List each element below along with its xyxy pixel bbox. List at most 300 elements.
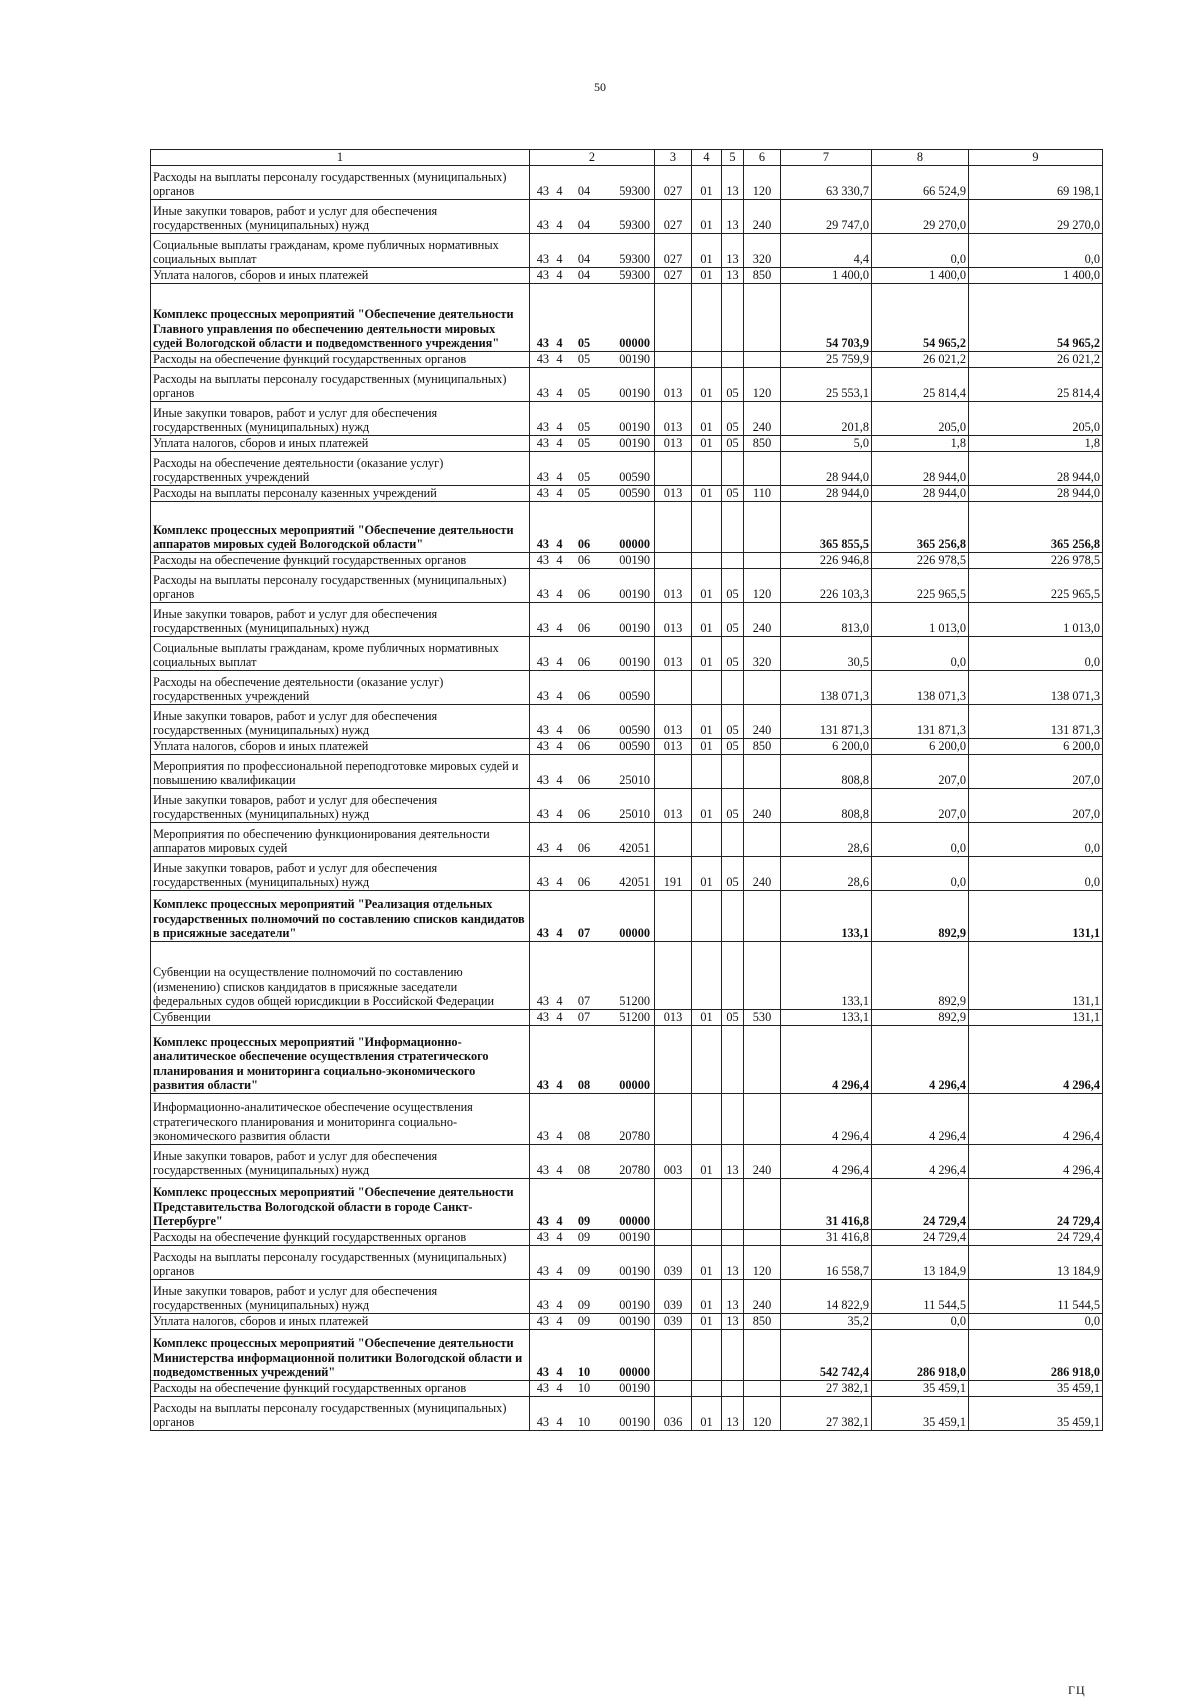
code-part-2: 4 [556, 1381, 563, 1395]
code-part-4: 00190 [619, 1381, 650, 1395]
row-cell-v9: 131,1 [969, 941, 1103, 1009]
row-cell-c4 [692, 501, 722, 552]
row-cell-v7: 25 759,9 [781, 351, 872, 367]
row-cell-c4: 01 [692, 1396, 722, 1430]
code-part-4: 59300 [619, 252, 650, 266]
row-cell-c4 [692, 1229, 722, 1245]
row-cell-c6: 850 [744, 1313, 781, 1329]
code-part-3: 07 [577, 926, 591, 940]
row-cell-c5: 13 [722, 233, 744, 267]
row-cell-v9: 1 400,0 [969, 267, 1103, 283]
table-row [151, 1229, 1103, 1245]
row-name-cell: Иные закупки товаров, работ и услуг для обеспечения государственных (муниципальных) нужд [151, 1279, 530, 1313]
code-part-3: 09 [577, 1298, 591, 1312]
code-part-4: 00190 [619, 1298, 650, 1312]
row-cell-c4: 01 [692, 636, 722, 670]
row-cell-c3 [655, 351, 692, 367]
table-row [151, 367, 1103, 401]
row-cell-c6 [744, 283, 781, 351]
code-part-3: 06 [577, 723, 591, 737]
row-cell-c4: 01 [692, 199, 722, 233]
row-cell-c4 [692, 1178, 722, 1229]
row-cell-v8: 54 965,2 [872, 283, 969, 351]
code-part-3: 06 [577, 621, 591, 635]
row-cell-c5: 05 [722, 401, 744, 435]
code-part-3: 04 [577, 252, 591, 266]
row-name-cell: Комплекс процессных мероприятий "Реализация отдельных государственных полномочий по составлению списков кандидатов в присяжные заседатели" [151, 890, 530, 941]
row-cell-v8: 24 729,4 [872, 1229, 969, 1245]
row-cell-v8: 25 814,4 [872, 367, 969, 401]
code-part-2: 4 [556, 1078, 563, 1092]
row-cell-v8: 0,0 [872, 1313, 969, 1329]
row-cell-c5 [722, 552, 744, 568]
row-cell-v7: 5,0 [781, 435, 872, 451]
row-cell-v9: 13 184,9 [969, 1245, 1103, 1279]
code-part-3: 05 [577, 386, 591, 400]
row-name-cell: Расходы на выплаты персоналу государственных (муниципальных) органов [151, 568, 530, 602]
row-cell-c4: 01 [692, 856, 722, 890]
code-part-3: 06 [577, 553, 591, 567]
row-cell-v7: 6 200,0 [781, 738, 872, 754]
code-part-2: 4 [556, 336, 563, 350]
code-part-2: 4 [556, 1415, 563, 1429]
row-name-cell: Иные закупки товаров, работ и услуг для обеспечения государственных (муниципальных) нужд [151, 602, 530, 636]
code-part-1: 43 [536, 537, 549, 551]
row-cell-c6: 850 [744, 738, 781, 754]
row-cell-c3 [655, 890, 692, 941]
row-name-cell: Субвенции [151, 1009, 530, 1025]
row-name-cell: Расходы на обеспечение деятельности (оказание услуг) государственных учреждений [151, 670, 530, 704]
code-part-2: 4 [556, 689, 563, 703]
row-cell-c5: 05 [722, 568, 744, 602]
row-code-cell [530, 1025, 655, 1093]
row-cell-c4: 01 [692, 602, 722, 636]
row-cell-c6 [744, 822, 781, 856]
code-part-1: 43 [536, 436, 549, 450]
row-cell-v9: 28 944,0 [969, 485, 1103, 501]
code-part-4: 51200 [619, 1010, 650, 1024]
row-cell-v9: 225 965,5 [969, 568, 1103, 602]
code-part-3: 09 [577, 1214, 591, 1228]
row-cell-v7: 1 400,0 [781, 267, 872, 283]
code-part-1: 43 [536, 1129, 549, 1143]
row-cell-c3: 013 [655, 1009, 692, 1025]
code-part-4: 25010 [619, 807, 650, 821]
row-cell-v9: 0,0 [969, 233, 1103, 267]
row-cell-v9: 131,1 [969, 890, 1103, 941]
row-cell-c5 [722, 890, 744, 941]
row-cell-c5: 13 [722, 1313, 744, 1329]
row-cell-v8: 11 544,5 [872, 1279, 969, 1313]
code-part-3: 07 [577, 994, 591, 1008]
code-part-4: 59300 [619, 184, 650, 198]
code-part-2: 4 [556, 1163, 563, 1177]
code-part-4: 00190 [619, 436, 650, 450]
row-cell-c5: 13 [722, 1279, 744, 1313]
code-part-2: 4 [556, 252, 563, 266]
row-cell-c5 [722, 1229, 744, 1245]
code-part-3: 06 [577, 537, 591, 551]
code-part-1: 43 [536, 1078, 549, 1092]
row-cell-c3: 027 [655, 233, 692, 267]
row-cell-c3: 039 [655, 1313, 692, 1329]
row-cell-v7: 25 553,1 [781, 367, 872, 401]
code-part-2: 4 [556, 841, 563, 855]
row-cell-c6 [744, 552, 781, 568]
row-cell-v7: 27 382,1 [781, 1380, 872, 1396]
code-part-2: 4 [556, 1010, 563, 1024]
row-cell-c6: 530 [744, 1009, 781, 1025]
code-part-1: 43 [536, 386, 549, 400]
code-part-2: 4 [556, 1314, 563, 1328]
code-part-3: 04 [577, 268, 591, 282]
code-part-2: 4 [556, 470, 563, 484]
row-cell-v9: 28 944,0 [969, 451, 1103, 485]
row-cell-c5 [722, 1025, 744, 1093]
row-cell-c3: 039 [655, 1279, 692, 1313]
code-part-1: 43 [536, 621, 549, 635]
code-part-3: 08 [577, 1078, 591, 1092]
table-row [151, 568, 1103, 602]
code-part-3: 04 [577, 218, 591, 232]
code-part-1: 43 [536, 352, 549, 366]
row-cell-v9: 35 459,1 [969, 1380, 1103, 1396]
row-cell-v8: 35 459,1 [872, 1380, 969, 1396]
row-cell-c6: 240 [744, 199, 781, 233]
code-part-4: 25010 [619, 773, 650, 787]
row-cell-c3: 013 [655, 602, 692, 636]
row-cell-c5: 05 [722, 485, 744, 501]
row-cell-v7: 63 330,7 [781, 165, 872, 199]
code-part-4: 00190 [619, 1264, 650, 1278]
row-cell-v7: 14 822,9 [781, 1279, 872, 1313]
table-row [151, 704, 1103, 738]
row-cell-v8: 13 184,9 [872, 1245, 969, 1279]
row-cell-v9: 1 013,0 [969, 602, 1103, 636]
code-part-1: 43 [536, 739, 549, 753]
row-cell-c3: 039 [655, 1245, 692, 1279]
row-name-cell: Социальные выплаты гражданам, кроме публичных нормативных социальных выплат [151, 636, 530, 670]
row-cell-v8: 1 013,0 [872, 602, 969, 636]
table-row [151, 1009, 1103, 1025]
row-cell-c4: 01 [692, 233, 722, 267]
table-row [151, 1380, 1103, 1396]
table-row [151, 822, 1103, 856]
code-part-2: 4 [556, 994, 563, 1008]
row-cell-v8: 1,8 [872, 435, 969, 451]
row-code-cell [530, 636, 655, 670]
row-cell-v9: 29 270,0 [969, 199, 1103, 233]
row-cell-v7: 28 944,0 [781, 451, 872, 485]
row-cell-v7: 133,1 [781, 1009, 872, 1025]
row-cell-v9: 207,0 [969, 754, 1103, 788]
row-cell-c6 [744, 1093, 781, 1144]
row-cell-v9: 24 729,4 [969, 1178, 1103, 1229]
code-part-2: 4 [556, 1298, 563, 1312]
row-cell-c3 [655, 1025, 692, 1093]
code-part-3: 10 [577, 1381, 591, 1395]
row-code-cell [530, 1396, 655, 1430]
code-part-3: 09 [577, 1314, 591, 1328]
row-cell-v8: 28 944,0 [872, 485, 969, 501]
code-part-1: 43 [536, 1163, 549, 1177]
row-cell-v8: 4 296,4 [872, 1093, 969, 1144]
row-name-cell: Комплекс процессных мероприятий "Обеспечение деятельности Представительства Вологодской области в городе Санкт-Петербурге" [151, 1178, 530, 1229]
code-part-4: 00190 [619, 352, 650, 366]
column-header-3: 3 [655, 150, 692, 166]
row-cell-c6: 850 [744, 267, 781, 283]
row-cell-v9: 26 021,2 [969, 351, 1103, 367]
row-cell-v8: 131 871,3 [872, 704, 969, 738]
page-number: 50 [594, 80, 606, 94]
row-code-cell [530, 822, 655, 856]
code-part-1: 43 [536, 587, 549, 601]
row-cell-v7: 201,8 [781, 401, 872, 435]
row-name-cell: Расходы на обеспечение функций государственных органов [151, 1229, 530, 1245]
row-cell-v8: 0,0 [872, 856, 969, 890]
row-cell-c3 [655, 451, 692, 485]
row-cell-v7: 813,0 [781, 602, 872, 636]
row-cell-v8: 226 978,5 [872, 552, 969, 568]
row-cell-c4 [692, 552, 722, 568]
code-part-4: 00190 [619, 1415, 650, 1429]
row-cell-c4 [692, 283, 722, 351]
column-header-1: 1 [151, 150, 530, 166]
row-cell-v7: 31 416,8 [781, 1229, 872, 1245]
row-code-cell [530, 233, 655, 267]
row-cell-c3: 027 [655, 165, 692, 199]
row-cell-c5: 05 [722, 738, 744, 754]
row-cell-c4: 01 [692, 1279, 722, 1313]
row-code-cell [530, 1229, 655, 1245]
row-cell-v9: 0,0 [969, 856, 1103, 890]
code-part-4: 00000 [619, 537, 650, 551]
code-part-3: 06 [577, 689, 591, 703]
code-part-3: 08 [577, 1163, 591, 1177]
code-part-2: 4 [556, 218, 563, 232]
row-cell-c5: 13 [722, 1245, 744, 1279]
row-cell-c4 [692, 822, 722, 856]
row-cell-c4 [692, 1329, 722, 1380]
row-cell-v9: 4 296,4 [969, 1025, 1103, 1093]
row-cell-c4: 01 [692, 485, 722, 501]
row-name-cell: Комплекс процессных мероприятий "Обеспечение деятельности аппаратов мировых судей Вологодской области" [151, 501, 530, 552]
table-row [151, 670, 1103, 704]
code-part-4: 00190 [619, 621, 650, 635]
row-cell-v9: 131,1 [969, 1009, 1103, 1025]
row-cell-c6: 240 [744, 602, 781, 636]
row-code-cell [530, 485, 655, 501]
table-row [151, 451, 1103, 485]
row-cell-c3 [655, 1229, 692, 1245]
row-name-cell: Социальные выплаты гражданам, кроме публичных нормативных социальных выплат [151, 233, 530, 267]
code-part-4: 00000 [619, 1078, 650, 1092]
code-part-2: 4 [556, 587, 563, 601]
row-cell-c6 [744, 501, 781, 552]
table-row [151, 1279, 1103, 1313]
row-cell-v8: 4 296,4 [872, 1025, 969, 1093]
row-code-cell [530, 1144, 655, 1178]
corner-mark: ГЦ [1068, 1683, 1086, 1697]
code-part-4: 00000 [619, 1365, 650, 1379]
code-part-1: 43 [536, 1230, 549, 1244]
code-part-4: 00000 [619, 1214, 650, 1228]
row-code-cell [530, 738, 655, 754]
row-code-cell [530, 941, 655, 1009]
row-cell-c5: 05 [722, 704, 744, 738]
code-part-4: 42051 [619, 841, 650, 855]
table-row [151, 1245, 1103, 1279]
row-code-cell [530, 856, 655, 890]
row-name-cell: Расходы на выплаты персоналу казенных учреждений [151, 485, 530, 501]
row-cell-c5 [722, 822, 744, 856]
row-cell-v9: 54 965,2 [969, 283, 1103, 351]
code-part-2: 4 [556, 1129, 563, 1143]
table-row [151, 233, 1103, 267]
row-cell-c6: 240 [744, 788, 781, 822]
row-cell-c3: 013 [655, 435, 692, 451]
column-header-7: 7 [781, 150, 872, 166]
row-code-cell [530, 351, 655, 367]
row-cell-c3 [655, 501, 692, 552]
row-name-cell: Расходы на обеспечение функций государственных органов [151, 1380, 530, 1396]
column-header-4: 4 [692, 150, 722, 166]
row-cell-c6: 320 [744, 636, 781, 670]
row-cell-c6 [744, 941, 781, 1009]
code-part-4: 00190 [619, 420, 650, 434]
row-cell-c3 [655, 941, 692, 1009]
code-part-2: 4 [556, 386, 563, 400]
row-cell-c4: 01 [692, 367, 722, 401]
row-cell-c5 [722, 351, 744, 367]
row-code-cell [530, 401, 655, 435]
column-header-8: 8 [872, 150, 969, 166]
code-part-4: 00190 [619, 1230, 650, 1244]
code-part-2: 4 [556, 420, 563, 434]
row-cell-v7: 808,8 [781, 754, 872, 788]
table-row [151, 351, 1103, 367]
table-row [151, 738, 1103, 754]
code-part-1: 43 [536, 1381, 549, 1395]
row-cell-v7: 4 296,4 [781, 1144, 872, 1178]
row-cell-v7: 54 703,9 [781, 283, 872, 351]
row-cell-v8: 0,0 [872, 233, 969, 267]
row-cell-c4: 01 [692, 267, 722, 283]
row-cell-c3: 013 [655, 367, 692, 401]
column-header-5: 5 [722, 150, 744, 166]
code-part-1: 43 [536, 655, 549, 669]
row-cell-c5: 13 [722, 267, 744, 283]
code-part-2: 4 [556, 352, 563, 366]
row-code-cell [530, 704, 655, 738]
code-part-1: 43 [536, 336, 549, 350]
row-cell-v7: 138 071,3 [781, 670, 872, 704]
row-cell-c5: 13 [722, 165, 744, 199]
table-row [151, 1025, 1103, 1093]
code-part-2: 4 [556, 537, 563, 551]
code-part-2: 4 [556, 773, 563, 787]
row-cell-c5: 05 [722, 435, 744, 451]
row-cell-c4: 01 [692, 738, 722, 754]
code-part-3: 05 [577, 436, 591, 450]
code-part-1: 43 [536, 1214, 549, 1228]
row-cell-c6: 120 [744, 1396, 781, 1430]
row-cell-c4: 01 [692, 1144, 722, 1178]
row-cell-v9: 69 198,1 [969, 165, 1103, 199]
row-cell-c6 [744, 754, 781, 788]
row-name-cell: Иные закупки товаров, работ и услуг для обеспечения государственных (муниципальных) нужд [151, 704, 530, 738]
row-name-cell: Иные закупки товаров, работ и услуг для обеспечения государственных (муниципальных) нужд [151, 856, 530, 890]
row-cell-v8: 365 256,8 [872, 501, 969, 552]
row-cell-v7: 226 103,3 [781, 568, 872, 602]
code-part-2: 4 [556, 1214, 563, 1228]
row-cell-c6 [744, 351, 781, 367]
row-code-cell [530, 165, 655, 199]
code-part-1: 43 [536, 184, 549, 198]
code-part-1: 43 [536, 1264, 549, 1278]
code-part-3: 09 [577, 1230, 591, 1244]
row-cell-v9: 1,8 [969, 435, 1103, 451]
row-cell-c4 [692, 890, 722, 941]
code-part-1: 43 [536, 553, 549, 567]
row-cell-v9: 205,0 [969, 401, 1103, 435]
row-cell-v9: 35 459,1 [969, 1396, 1103, 1430]
code-part-3: 04 [577, 184, 591, 198]
row-code-cell [530, 451, 655, 485]
code-part-1: 43 [536, 994, 549, 1008]
code-part-2: 4 [556, 655, 563, 669]
row-cell-c5 [722, 941, 744, 1009]
row-cell-c3: 191 [655, 856, 692, 890]
row-cell-v9: 0,0 [969, 1313, 1103, 1329]
row-cell-c5: 13 [722, 199, 744, 233]
row-cell-c3: 013 [655, 401, 692, 435]
row-cell-c4 [692, 1093, 722, 1144]
row-cell-c3 [655, 283, 692, 351]
row-cell-c5: 05 [722, 602, 744, 636]
code-part-2: 4 [556, 1264, 563, 1278]
row-cell-c3 [655, 1178, 692, 1229]
row-cell-c5 [722, 1178, 744, 1229]
code-part-1: 43 [536, 1314, 549, 1328]
code-part-2: 4 [556, 436, 563, 450]
row-cell-v9: 25 814,4 [969, 367, 1103, 401]
table-row [151, 1313, 1103, 1329]
row-name-cell: Уплата налогов, сборов и иных платежей [151, 738, 530, 754]
row-name-cell: Комплекс процессных мероприятий "Обеспечение деятельности Главного управления по обеспечению деятельности мировых судей Вологодской области и подведомственного учреждения" [151, 283, 530, 351]
row-cell-v8: 35 459,1 [872, 1396, 969, 1430]
row-cell-c3: 036 [655, 1396, 692, 1430]
row-cell-c4 [692, 941, 722, 1009]
code-part-3: 05 [577, 486, 591, 500]
row-cell-c3 [655, 1093, 692, 1144]
row-cell-c6 [744, 1229, 781, 1245]
row-cell-v8: 28 944,0 [872, 451, 969, 485]
row-cell-v8: 892,9 [872, 890, 969, 941]
row-cell-c5: 05 [722, 856, 744, 890]
row-cell-c6: 240 [744, 1144, 781, 1178]
row-cell-v8: 892,9 [872, 941, 969, 1009]
row-cell-v9: 4 296,4 [969, 1093, 1103, 1144]
code-part-1: 43 [536, 420, 549, 434]
row-cell-v7: 808,8 [781, 788, 872, 822]
table-row [151, 401, 1103, 435]
row-cell-c6: 120 [744, 367, 781, 401]
row-code-cell [530, 1009, 655, 1025]
row-cell-c4: 01 [692, 704, 722, 738]
row-name-cell: Иные закупки товаров, работ и услуг для обеспечения государственных (муниципальных) нужд [151, 401, 530, 435]
row-cell-v7: 31 416,8 [781, 1178, 872, 1229]
